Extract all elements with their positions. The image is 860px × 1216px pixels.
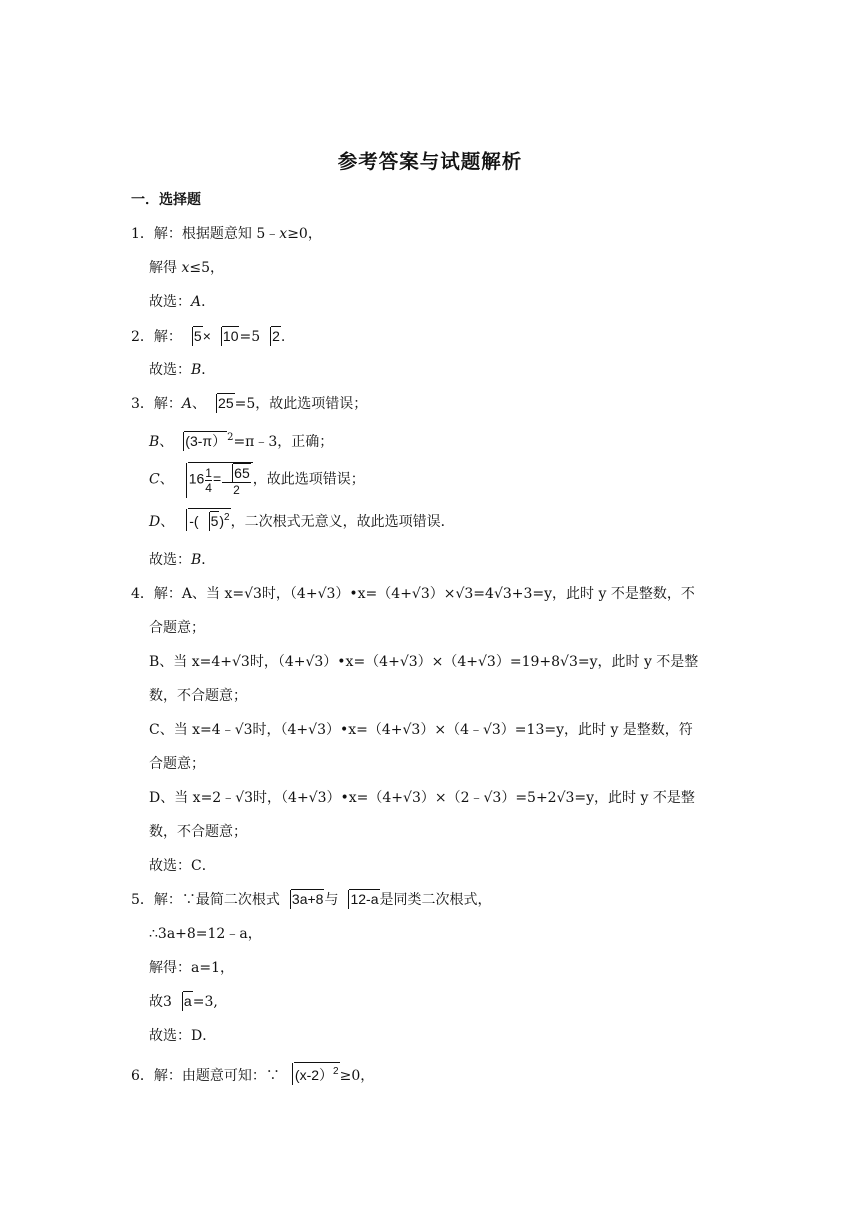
q1-text-end: ≥0， [287,226,322,242]
q5-line-1 [131,888,492,912]
q6-text: 解：由题意可知：∵ [153,1068,280,1084]
q1-line-2 [149,256,224,280]
q1-solve-end: ≤5， [189,260,224,276]
exponent: 2 [333,1066,339,1077]
q3-option-a [131,392,367,416]
option-text: =π﹣3，正确； [233,434,334,450]
separator: 、 [159,434,174,450]
q3-prefix: 解： [153,396,182,412]
radicand: 25 [218,395,234,411]
q2-answer-label: 故选： [149,362,191,378]
sqrt-radical [182,326,203,345]
q1-text: 解：根据题意知 5﹣ [153,226,280,242]
sqrt-radical [174,462,253,497]
q3-option-d [149,508,455,534]
q1-answer [149,290,215,314]
q5-result: =3, [192,994,218,1010]
q4-number: 4． [131,586,154,602]
q3-answer-end: ． [201,552,216,568]
q4-option-a [131,582,695,606]
q1-line-1 [131,222,322,246]
q2-end: . [280,329,286,345]
sqrt-radical [173,431,227,450]
mixed-whole: 16 [188,470,205,487]
option-letter: A [181,396,193,412]
sqrt-radical [211,326,240,345]
q6-text-end: ≥0， [339,1068,375,1084]
q3-answer [149,548,215,572]
q4-option-a-cont: 合题意； [149,620,205,636]
radicand: 3a+8 [291,891,324,907]
q2-line-1 [131,324,285,349]
q3-option-c [149,462,365,497]
radicand [188,508,230,530]
sqrt-radical [174,508,230,530]
radicand-part: ) [219,513,225,529]
q3-number: 3． [131,396,154,412]
page-title: 参考答案与试题解析 [337,150,523,173]
q2-answer-choice: B [191,362,202,378]
q4-option-d-cont: 数，不合题意； [149,824,247,840]
numerator [222,463,251,483]
sqrt-radical [260,326,281,345]
separator: 、 [192,396,207,412]
q5-coef: 故3 [149,994,172,1010]
q1-number: 1． [131,226,154,242]
sqrt-radical [206,393,235,412]
q1-solve: 解得 [149,260,182,276]
radicand-expr: (x-2） [294,1067,334,1083]
option-text: =5，故此选项错误； [234,396,368,412]
radicand-part: -( [189,513,199,529]
numerator: 1 [205,465,212,480]
sqrt-radical [280,889,325,908]
fraction [222,463,251,497]
q5-text-end: 是同类二次根式， [379,892,492,908]
option-letter: B [149,434,160,450]
q1-solve-var: x [181,260,190,276]
q6-number: 6． [131,1068,154,1084]
option-text: ，故此选项错误； [252,471,365,488]
q5-line-3: 解得：a=1， [149,960,234,976]
denominator: 2 [233,483,240,497]
q4-answer: 故选：C． [149,858,216,874]
sqrt-radical [338,889,379,908]
q4-option-d: D、当 x=2﹣√3时，（4+√3）•x=（4+√3）×（2﹣√3）=5+2√3=y，此时 y 不是整 [149,790,695,806]
q5-text: 解：∵最简二次根式 [153,892,280,908]
equals-sign: = [212,470,222,487]
fraction [205,466,212,495]
radicand: 5 [193,328,202,344]
q1-answer-label: 故选： [149,294,191,310]
option-text: A、当 x=√3时，（4+√3）•x=（4+√3）×√3=4√3+3=y，此时 y 不是整数，不 [181,586,695,602]
q5-line-4 [149,990,218,1014]
radicand: 12-a [350,891,379,907]
sqrt-radical [199,511,220,530]
radicand: 2 [272,328,280,344]
q2-number: 2． [131,329,154,345]
equals-text: =5 [239,329,261,345]
q1-answer-end: ． [201,294,216,310]
q3-answer-choice: B [191,552,202,568]
q3-answer-label: 故选： [149,552,191,568]
option-letter: C [149,471,160,488]
radicand: 10 [222,328,239,344]
q2-answer [149,358,215,382]
q5-number: 5． [131,892,154,908]
sqrt-radical [172,991,193,1010]
q1-answer-choice: A [191,294,202,310]
q6-line-1 [131,1062,374,1088]
radicand [188,462,253,497]
q5-line-2: ∴3a+8=12﹣a， [149,926,262,942]
section-heading: 一．选择题 [131,192,201,208]
sqrt-radical [280,1062,340,1084]
sqrt-radical [222,463,251,482]
q5-and: 与 [324,892,339,908]
radicand: a [183,993,192,1009]
radicand [294,1062,340,1084]
q2-answer-end: ． [201,362,216,378]
q4-option-b-cont: 数，不合题意； [149,688,247,704]
separator: 、 [160,514,175,530]
q4-option-c: C、当 x=4﹣√3时，（4+√3）•x=（4+√3）×（4﹣√3）=13=y，此时 y 是整数，符 [149,722,693,738]
q5-answer: 故选：D． [149,1028,217,1044]
option-text: ，二次根式无意义，故此选项错误． [230,514,455,530]
q4-option-c-cont: 合题意； [149,756,205,772]
option-letter: D [149,514,161,530]
q2-text: 解： [153,329,182,345]
q4-prefix: 解： [153,586,182,602]
separator: 、 [159,471,174,488]
times-sign: × [202,328,211,344]
q3-option-b [149,426,333,454]
exponent: 2 [227,432,234,443]
exponent: 2 [224,512,230,523]
q1-var: x [279,226,288,242]
radicand: 65 [234,465,250,481]
radicand: (3-π） [185,433,227,449]
denominator: 4 [205,480,212,495]
q4-option-b: B、当 x=4+√3时，（4+√3）•x=（4+√3）×（4+√3）=19+8√3=y，此时 y 不是整 [149,654,699,670]
radicand: 5 [210,513,219,529]
